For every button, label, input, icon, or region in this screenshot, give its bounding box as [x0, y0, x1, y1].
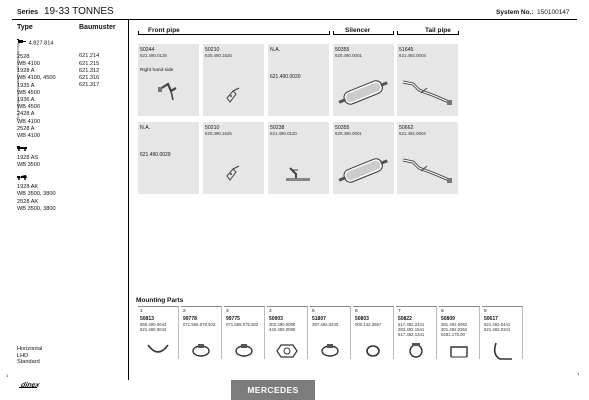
oem-part-number: 620.490.1625	[205, 53, 232, 58]
item-number: 5	[312, 309, 315, 314]
reference-disclaimer: Manufacturer's part numbers are for reference only	[16, 43, 20, 120]
oem-part-number: 071.555.078.502	[183, 322, 216, 327]
mounting-part-item[interactable]	[439, 306, 480, 359]
component-code: 50210	[205, 47, 220, 53]
tail-pipe-rule	[397, 34, 459, 35]
clamp-bracket-icon	[203, 122, 264, 194]
oem-part-number: 620.490.0001	[335, 131, 362, 136]
item-number: 8	[441, 309, 444, 314]
type-header: Type	[17, 24, 33, 31]
mounting-part-code: 51807	[312, 316, 326, 322]
baumuster-code: 621.316	[79, 75, 100, 81]
type-line: 2528 AK	[17, 198, 39, 205]
silencer-icon	[333, 44, 394, 116]
component-card[interactable]	[203, 122, 264, 194]
component-code: 50355	[335, 125, 350, 131]
type-line: WB 4100	[17, 61, 41, 67]
system-number-value: 150100147	[537, 9, 570, 16]
type-line: WB 4500	[17, 89, 41, 96]
type-line: 1928 A	[17, 68, 35, 75]
page-number-right: 1	[577, 371, 580, 376]
mounting-part-code: 99778	[183, 316, 197, 322]
component-card[interactable]	[138, 44, 199, 116]
oem-part-number: 617.492.1341	[398, 332, 425, 337]
baumuster-code: 621.312	[79, 67, 100, 74]
silencer-icon	[333, 122, 394, 194]
ring-gasket-icon	[353, 307, 394, 360]
type-line: 2428 A	[17, 111, 35, 118]
mounting-part-item[interactable]	[267, 306, 308, 359]
baumuster-list	[79, 39, 99, 89]
type-line: 2528	[17, 53, 30, 60]
baumuster-code: 621.215	[79, 60, 100, 67]
oem-part-number: 621.490.0042	[140, 327, 167, 332]
component-code: 51645	[399, 47, 414, 53]
clamp-bracket-icon	[203, 44, 264, 116]
baumuster-header: Baumuster	[79, 24, 116, 31]
page-number-left: 1	[6, 373, 9, 378]
item-number: 6	[355, 309, 358, 314]
silencer-heading: Silencer	[345, 27, 371, 34]
component-code: 50238	[270, 125, 285, 131]
oem-part-number: 621.492.0341	[484, 327, 511, 332]
tipper-truck-icon	[17, 175, 27, 183]
engine-icon	[17, 39, 27, 47]
band-clamp-icon	[224, 307, 265, 360]
baumuster-code: 621.317	[79, 82, 100, 89]
component-card[interactable]	[203, 44, 264, 116]
oem-part-number: 621.490.0020	[270, 74, 301, 80]
oem-part-number: 621.490.0029	[140, 152, 171, 158]
flange-gasket-icon	[267, 307, 308, 360]
mounting-part-code: 50822	[398, 316, 412, 322]
oem-part-number: 301.492.0362	[441, 327, 468, 332]
engine-code: 4.827.814	[28, 40, 54, 47]
oem-part-number: 621.492.0004	[399, 131, 426, 136]
mounting-part-item[interactable]	[310, 306, 351, 359]
type-group-standard	[17, 54, 56, 140]
type-line: WB 4500	[17, 104, 41, 111]
band-clamp-icon	[181, 307, 222, 360]
mounting-part-item[interactable]	[138, 306, 179, 359]
oem-part-number: 387.492.0240	[312, 322, 339, 327]
component-card[interactable]	[333, 122, 394, 194]
band-clamp-icon	[310, 307, 351, 360]
mounting-parts-heading: Mounting Parts	[136, 297, 184, 304]
oem-part-number: 442.492.0080	[269, 327, 296, 332]
system-number-label: System No.:	[496, 9, 534, 16]
front-pipe-icon	[138, 44, 199, 116]
truck-icon	[17, 146, 27, 154]
tail-pipe-heading: Tail pipe	[425, 27, 451, 34]
hanger-bracket-icon	[482, 307, 523, 360]
bent-pipe-icon	[268, 122, 329, 194]
oem-part-number: 617.492.2441	[398, 322, 425, 327]
oem-part-number: 071.555.075.502	[226, 322, 259, 327]
mounting-part-item[interactable]	[396, 306, 437, 359]
version-text: Standard	[17, 359, 40, 366]
component-code: N.A.	[270, 47, 281, 53]
component-code: 50244	[140, 47, 155, 53]
oem-part-number: 621.490.0125	[140, 53, 167, 58]
mounting-part-item[interactable]	[181, 306, 222, 359]
silencer-rule	[333, 34, 394, 35]
component-card[interactable]	[268, 44, 329, 116]
oem-part-number: 381.492.0062	[441, 322, 468, 327]
orientation-text: Horizontal	[17, 346, 43, 352]
type-line: 2528 A	[17, 125, 35, 132]
type-line: 1928 AS	[17, 155, 39, 162]
type-line: WB 3500, 3800	[17, 191, 56, 198]
oem-part-number: 655.490.0042	[140, 322, 167, 327]
series-value: 19-33 TONNES	[44, 6, 114, 17]
v-clamp-icon	[396, 307, 437, 360]
mounting-part-code: 50617	[484, 316, 498, 322]
oem-part-number: 621.492.0441	[484, 322, 511, 327]
mounting-part-code: 99775	[226, 316, 240, 322]
type-line: 1928 AK	[17, 184, 39, 191]
mounting-part-item[interactable]	[353, 306, 394, 359]
component-card[interactable]	[138, 122, 199, 194]
brand-banner: MERCEDES	[231, 380, 315, 400]
u-clamp-icon	[138, 307, 179, 360]
component-card[interactable]	[397, 122, 458, 194]
component-card[interactable]	[268, 122, 329, 194]
type-line: WB 4100	[17, 133, 41, 140]
tail-pipe-icon	[397, 122, 458, 194]
component-code: N.A.	[140, 125, 151, 131]
oem-part-number: 302.490.0080	[269, 322, 296, 327]
type-line: 1935 A	[17, 82, 35, 89]
item-number: 4	[269, 309, 272, 314]
tail-pipe-icon	[397, 44, 458, 116]
vehicle-type-column	[12, 19, 129, 380]
component-code: 50355	[335, 47, 350, 53]
configuration-notes	[17, 346, 42, 366]
type-list	[17, 39, 56, 213]
type-line: WB 4100, 4500	[17, 75, 56, 82]
type-line: WB 3500	[17, 162, 41, 169]
series-label: Series	[17, 9, 39, 16]
oem-part-number: 0281.175.00	[441, 332, 465, 337]
oem-part-number: 621.492.0004	[399, 53, 426, 58]
item-number: 1	[140, 309, 143, 314]
baumuster-code: 621.214	[79, 53, 100, 60]
type-group-as	[17, 155, 56, 169]
type-line: WB 4100	[17, 118, 41, 125]
front-pipe-rule	[138, 34, 330, 35]
mounting-part-code: 50803	[355, 316, 369, 322]
item-number: 9	[484, 309, 487, 314]
mounting-part-code: 50809	[441, 316, 455, 322]
logo-underline	[19, 387, 37, 388]
oem-part-number: 000.142.3957	[355, 322, 382, 327]
oem-part-number: 620.490.1625	[205, 131, 232, 136]
dinex-logo: dinex	[20, 382, 41, 389]
drive-side-text: LHD	[17, 352, 29, 359]
item-number: 2	[183, 309, 186, 314]
front-pipe-heading: Front pipe	[148, 27, 180, 34]
type-line: 1936 A	[17, 97, 35, 104]
type-group-ak	[17, 184, 56, 213]
mounting-part-item[interactable]	[224, 306, 265, 359]
oem-part-number: 620.490.0001	[335, 53, 362, 58]
component-code: 50662	[399, 125, 414, 131]
oem-part-number: 383.492.1541	[398, 327, 425, 332]
mounting-part-item[interactable]	[482, 306, 523, 359]
type-line: WB 3500, 3800	[17, 205, 56, 212]
item-number: 7	[398, 309, 401, 314]
component-code: 50210	[205, 125, 220, 131]
component-card[interactable]	[333, 44, 394, 116]
fitting-note: Right hand side	[140, 68, 174, 73]
component-card[interactable]	[397, 44, 458, 116]
oem-part-number: 621.490.0120	[270, 131, 297, 136]
bracket-icon	[439, 307, 480, 360]
mounting-part-code: 50903	[269, 316, 283, 322]
mounting-part-code: 50813	[140, 316, 154, 322]
item-number: 3	[226, 309, 229, 314]
